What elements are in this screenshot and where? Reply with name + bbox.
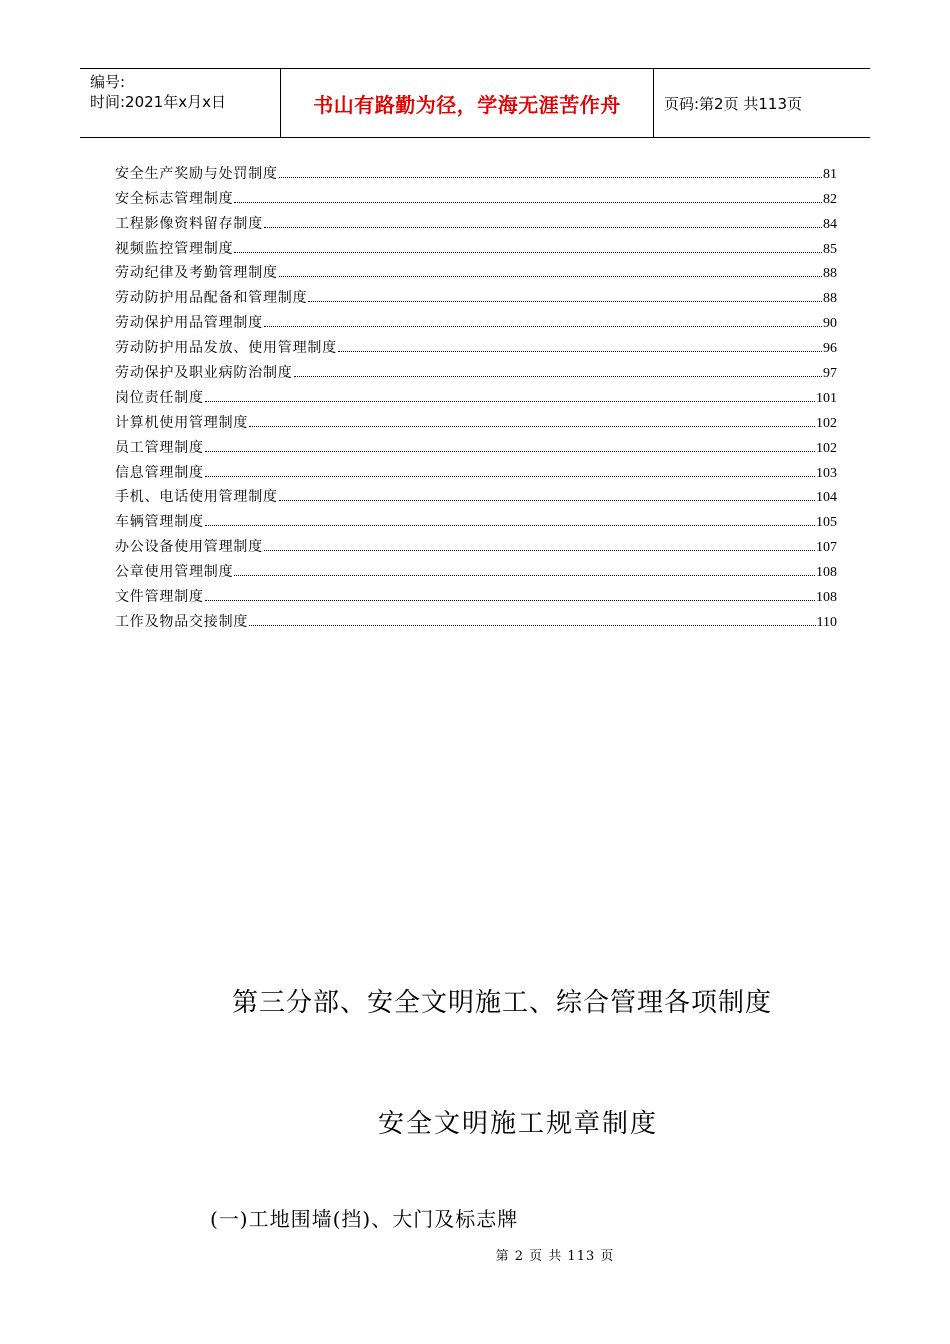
time-label: 时间:2021年x月x日	[90, 93, 226, 111]
toc-leader-dots	[264, 226, 822, 228]
toc-entry-title: 员工管理制度	[115, 439, 204, 456]
toc-entry[interactable]	[115, 482, 837, 507]
toc-entry[interactable]	[115, 158, 837, 183]
part-title: 第三分部、安全文明施工、综合管理各项制度	[232, 988, 773, 1018]
toc-leader-dots	[264, 549, 815, 551]
toc-entry-title: 劳动保护及职业病防治制度	[115, 365, 293, 382]
toc-entry-title: 办公设备使用管理制度	[115, 539, 263, 556]
toc-entry[interactable]	[115, 357, 837, 382]
toc-entry-page: 96	[823, 341, 837, 357]
header-page-info	[654, 69, 870, 137]
toc-entry-page: 88	[823, 266, 837, 282]
header-motto-cell	[280, 69, 654, 137]
toc-entry-page: 108	[816, 590, 837, 606]
toc-entry-title: 岗位责任制度	[115, 389, 204, 406]
toc-leader-dots	[205, 524, 815, 526]
toc-entry-page: 101	[816, 390, 837, 406]
toc-entry[interactable]	[115, 606, 837, 631]
section-title: 安全文明施工规章制度	[378, 1109, 659, 1139]
toc-entry[interactable]	[115, 183, 837, 208]
toc-entry-page: 107	[816, 540, 837, 556]
toc-entry-title: 公章使用管理制度	[115, 564, 234, 581]
table-of-contents	[115, 158, 837, 631]
toc-entry[interactable]	[115, 258, 837, 283]
toc-entry[interactable]	[115, 233, 837, 258]
toc-entry-page: 104	[816, 490, 837, 506]
toc-entry-page: 90	[823, 316, 837, 332]
toc-leader-dots	[205, 400, 815, 402]
toc-entry[interactable]	[115, 581, 837, 606]
toc-leader-dots	[308, 300, 822, 302]
toc-entry[interactable]	[115, 457, 837, 482]
toc-entry-page: 110	[816, 614, 837, 630]
toc-leader-dots	[234, 251, 822, 253]
toc-leader-dots	[338, 350, 822, 352]
toc-entry-page: 85	[823, 241, 837, 257]
toc-entry-title: 计算机使用管理制度	[115, 414, 249, 431]
toc-entry-page: 88	[823, 291, 837, 307]
toc-entry[interactable]	[115, 208, 837, 233]
toc-entry[interactable]	[115, 282, 837, 307]
toc-leader-dots	[249, 624, 815, 626]
toc-entry-title: 安全标志管理制度	[115, 190, 234, 207]
toc-entry-page: 108	[816, 565, 837, 581]
toc-entry-title: 劳动保护用品管理制度	[115, 315, 263, 332]
toc-entry-title: 劳动防护用品配备和管理制度	[115, 290, 308, 307]
toc-entry-title: 手机、电话使用管理制度	[115, 489, 278, 506]
toc-entry[interactable]	[115, 332, 837, 357]
toc-entry-page: 103	[816, 465, 837, 481]
number-label: 编号:	[90, 73, 126, 91]
toc-entry-page: 97	[823, 366, 837, 382]
toc-entry-page: 105	[816, 515, 837, 531]
toc-leader-dots	[279, 176, 822, 178]
page-footer: 第 2 页 共 113 页	[495, 1249, 615, 1264]
toc-leader-dots	[264, 325, 822, 327]
toc-entry-title: 安全生产奖励与处罚制度	[115, 165, 278, 182]
sub-title: (一)工地围墙(挡)、大门及标志牌	[210, 1207, 519, 1231]
toc-entry-page: 82	[823, 191, 837, 207]
header-meta	[80, 69, 280, 137]
toc-leader-dots	[294, 375, 822, 377]
toc-entry[interactable]	[115, 382, 837, 407]
toc-entry-title: 工程影像资料留存制度	[115, 215, 263, 232]
toc-entry[interactable]	[115, 531, 837, 556]
toc-entry[interactable]	[115, 407, 837, 432]
toc-leader-dots	[249, 425, 815, 427]
toc-entry-title: 文件管理制度	[115, 589, 204, 606]
toc-leader-dots	[234, 574, 815, 576]
toc-entry[interactable]	[115, 556, 837, 581]
toc-leader-dots	[205, 599, 815, 601]
toc-entry-title: 车辆管理制度	[115, 514, 204, 531]
page-info-text: 页码:第2页 共113页	[664, 94, 802, 113]
toc-entry-title: 信息管理制度	[115, 464, 204, 481]
toc-entry[interactable]	[115, 307, 837, 332]
toc-entry-title: 劳动纪律及考勤管理制度	[115, 265, 278, 282]
toc-leader-dots	[205, 475, 815, 477]
toc-leader-dots	[205, 450, 815, 452]
motto-text: 书山有路勤为径，学海无涯苦作舟	[313, 92, 621, 117]
toc-leader-dots	[279, 499, 815, 501]
toc-entry-title: 视频监控管理制度	[115, 240, 234, 257]
toc-entry-page: 102	[816, 415, 837, 431]
page-header	[80, 68, 870, 138]
toc-entry-page: 84	[823, 216, 837, 232]
toc-entry[interactable]	[115, 506, 837, 531]
toc-leader-dots	[279, 275, 822, 277]
toc-leader-dots	[234, 201, 822, 203]
toc-entry[interactable]	[115, 432, 837, 457]
toc-entry-title: 工作及物品交接制度	[115, 613, 249, 630]
toc-entry-title: 劳动防护用品发放、使用管理制度	[115, 340, 337, 357]
toc-entry-page: 102	[816, 440, 837, 456]
toc-entry-page: 81	[823, 166, 837, 182]
